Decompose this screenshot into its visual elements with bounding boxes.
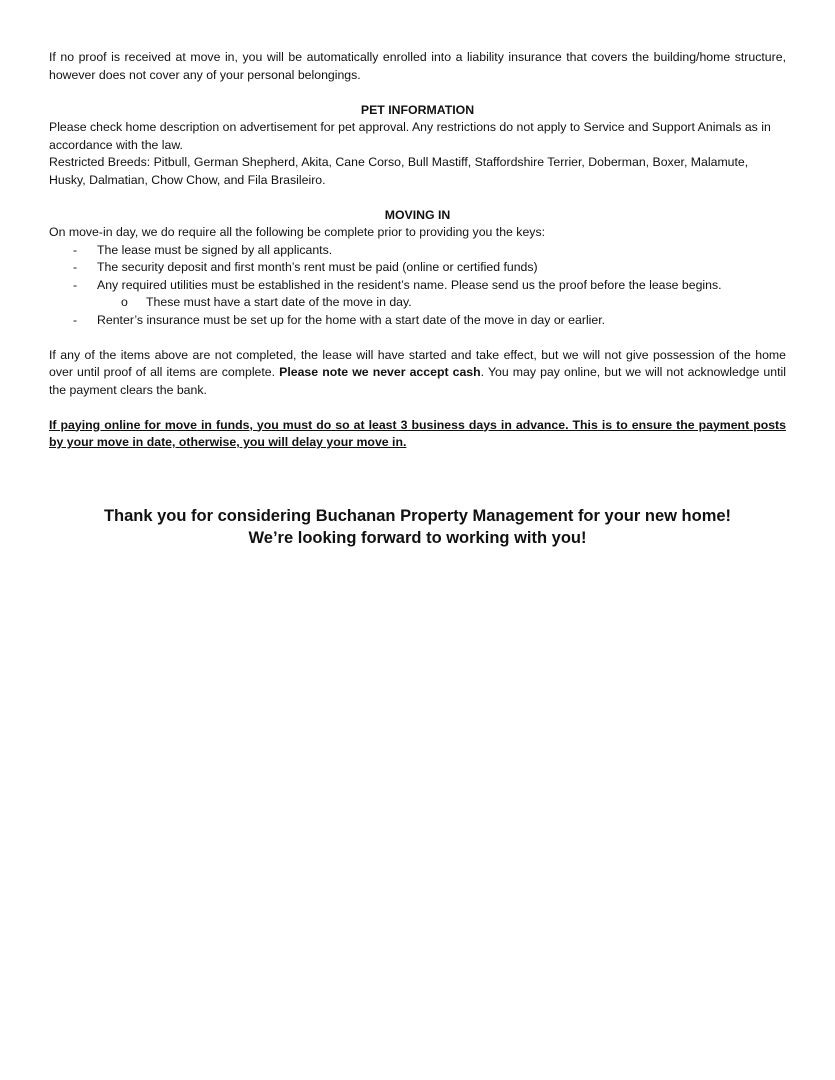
spacer — [49, 329, 786, 347]
list-item-text: The lease must be signed by all applicants. — [97, 242, 333, 257]
list-item-text: The security deposit and first month’s rent must be paid (online or certified funds) — [97, 260, 538, 274]
moving-in-intro: On move-in day, we do require all the following be complete prior to providing you the keys: — [49, 225, 546, 239]
sub-list-item — [97, 294, 786, 312]
closing-message — [49, 505, 786, 549]
closing-line-looking-forward: We’re looking forward to working with you! — [248, 529, 587, 547]
spacer — [49, 399, 786, 417]
pet-information-heading: PET INFORMATION — [360, 102, 475, 117]
spacer — [49, 189, 786, 207]
dash-bullet: - — [73, 260, 78, 274]
spacer — [49, 84, 786, 102]
restricted-breeds-paragraph: Restricted Breeds: Pitbull, German Shepherd, Akita, Cane Corso, Bull Mastiff, Staffordshire Terrier, Doberman, Boxer, Malamute, Husky, Dalmatian, Chow Chow, and Fila Brasileiro. — [49, 155, 749, 187]
moving-in-heading: MOVING IN — [384, 207, 451, 222]
circle-bullet: o — [121, 295, 128, 309]
list-item-text: Renter’s insurance must be set up for the home with a start date of the move in day or earlier. — [97, 312, 606, 327]
dash-bullet: - — [73, 312, 78, 327]
possession-text-start: If any of the items above are not completed, the lease will have started and take effect, but we will not give possession of the home over until proof of all items are complete. — [49, 347, 786, 379]
possession-text-end: . You may pay online, but we will not acknowledge until the payment clears the bank. — [49, 365, 786, 397]
insurance-paragraph: If no proof is received at move in, you will be automatically enrolled into a liability insurance that covers the building/home structure, however does not cover any of your personal belongings. — [49, 50, 786, 82]
list-item — [49, 242, 786, 260]
sub-list-item-text: These must have a start date of the move in day. — [146, 295, 412, 309]
list-item — [49, 259, 786, 277]
dash-bullet: - — [73, 242, 78, 257]
list-item-text: Any required utilities must be established in the resident’s name. Please send us the proof before the lease begins. — [97, 277, 722, 292]
no-cash-notice: Please note we never accept cash — [279, 365, 481, 379]
pet-approval-paragraph: Please check home description on advertisement for pet approval. Any restrictions do not apply to Service and Support Animals as in accordance with the law. — [49, 120, 771, 152]
online-payment-notice: If paying online for move in funds, you must do so at least 3 business days in advance. This is to ensure the payment posts by your move in date, otherwise, you will delay your move in. — [49, 417, 786, 449]
utilities-sub-list — [97, 294, 786, 312]
possession-paragraph — [49, 347, 786, 400]
closing-line-thanks: Thank you for considering Buchanan Property Management for your new home! — [103, 507, 732, 525]
move-in-requirements-list — [49, 242, 786, 330]
list-item — [49, 312, 786, 330]
list-item — [49, 277, 786, 312]
dash-bullet: - — [73, 277, 78, 292]
document-page — [49, 49, 786, 452]
